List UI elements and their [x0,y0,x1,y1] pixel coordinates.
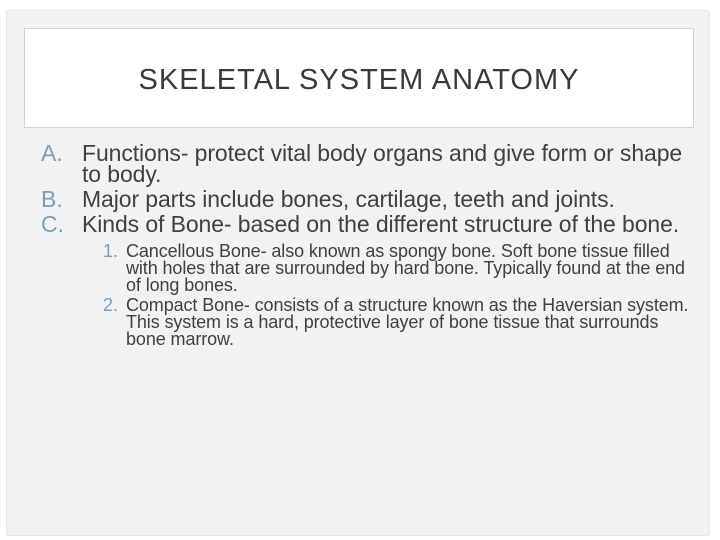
list-marker-c: C. [41,211,64,237]
main-list [41,140,691,237]
list-item-b [41,186,691,212]
slide [6,10,710,536]
list-text-a: Functions- protect vital body organs and give form or shape to body. [82,140,683,187]
list-marker-b: B. [41,186,63,212]
list-item-a [41,140,691,187]
sub-list-marker-2: 2. [102,295,118,315]
slide-body [41,140,691,351]
sub-list-item-2 [86,297,691,348]
title-box [24,28,694,128]
sub-list [86,243,691,348]
sub-list-text-2: Compact Bone- consists of a structure known as the Haversian system. This system is a hard, protective layer of bone tissue that surrounds bone marrow. [126,295,689,349]
list-marker-a: A. [41,140,63,166]
list-item-c [41,211,691,237]
sub-list-item-1 [86,243,691,294]
list-text-b: Major parts include bones, cartilage, teeth and joints. [82,186,615,212]
list-text-c: Kinds of Bone- based on the different structure of the bone. [82,211,680,237]
sub-list-marker-1: 1. [102,241,118,261]
slide-title: SKELETAL SYSTEM ANATOMY [138,63,580,96]
sub-list-text-1: Cancellous Bone- also known as spongy bone. Soft bone tissue filled with holes that are surrounded by hard bone. Typically found at the end of long bones. [126,241,685,295]
